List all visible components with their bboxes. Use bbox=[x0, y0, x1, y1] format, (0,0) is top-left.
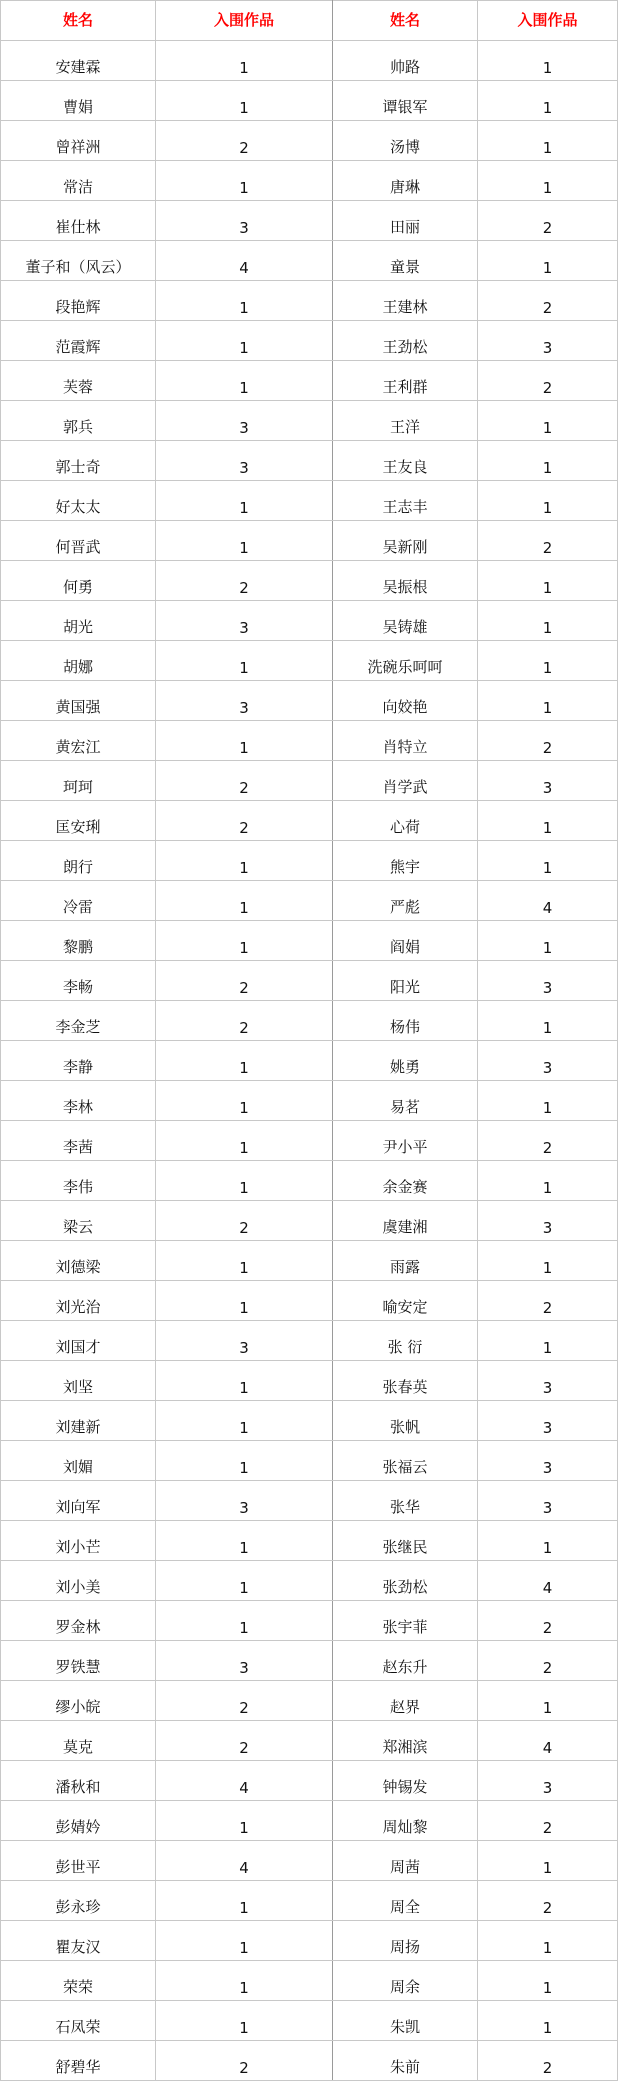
works-left-cell: 3 bbox=[156, 601, 333, 641]
name-right-cell: 钟锡发 bbox=[333, 1761, 478, 1801]
name-right-cell: 朱前 bbox=[333, 2041, 478, 2081]
table-row bbox=[1, 241, 618, 281]
works-right-cell: 3 bbox=[478, 1481, 618, 1521]
header-works-right: 入围作品 bbox=[478, 1, 618, 41]
name-left-cell: 郭士奇 bbox=[1, 441, 156, 481]
table-row bbox=[1, 281, 618, 321]
works-right-cell: 3 bbox=[478, 1041, 618, 1081]
name-right-cell: 王志丰 bbox=[333, 481, 478, 521]
name-left-cell: 刘德梁 bbox=[1, 1241, 156, 1281]
name-right-cell: 肖学武 bbox=[333, 761, 478, 801]
works-left-cell: 2 bbox=[156, 2041, 333, 2081]
works-left-cell: 2 bbox=[156, 801, 333, 841]
name-left-cell: 罗金林 bbox=[1, 1601, 156, 1641]
table-row bbox=[1, 361, 618, 401]
works-left-cell: 2 bbox=[156, 961, 333, 1001]
name-right-cell: 王利群 bbox=[333, 361, 478, 401]
table-row bbox=[1, 1401, 618, 1441]
name-right-cell: 阳光 bbox=[333, 961, 478, 1001]
works-left-cell: 3 bbox=[156, 401, 333, 441]
table-row bbox=[1, 1161, 618, 1201]
name-left-cell: 黎鹏 bbox=[1, 921, 156, 961]
name-left-cell: 瞿友汉 bbox=[1, 1921, 156, 1961]
works-left-cell: 1 bbox=[156, 81, 333, 121]
table-row bbox=[1, 961, 618, 1001]
works-right-cell: 1 bbox=[478, 481, 618, 521]
table-row bbox=[1, 881, 618, 921]
works-right-cell: 1 bbox=[478, 1921, 618, 1961]
works-right-cell: 1 bbox=[478, 641, 618, 681]
table-row bbox=[1, 161, 618, 201]
table-row bbox=[1, 441, 618, 481]
name-right-cell: 易茗 bbox=[333, 1081, 478, 1121]
table-row bbox=[1, 1681, 618, 1721]
name-right-cell: 郑湘滨 bbox=[333, 1721, 478, 1761]
works-right-cell: 3 bbox=[478, 1401, 618, 1441]
works-left-cell: 1 bbox=[156, 1521, 333, 1561]
table-row bbox=[1, 801, 618, 841]
name-left-cell: 黄宏江 bbox=[1, 721, 156, 761]
name-left-cell: 刘光治 bbox=[1, 1281, 156, 1321]
works-left-cell: 3 bbox=[156, 441, 333, 481]
name-left-cell: 胡光 bbox=[1, 601, 156, 641]
works-left-cell: 3 bbox=[156, 681, 333, 721]
table-row bbox=[1, 681, 618, 721]
works-left-cell: 1 bbox=[156, 1601, 333, 1641]
name-left-cell: 匡安琍 bbox=[1, 801, 156, 841]
name-right-cell: 童景 bbox=[333, 241, 478, 281]
table-row bbox=[1, 841, 618, 881]
name-left-cell: 范霞辉 bbox=[1, 321, 156, 361]
works-left-cell: 2 bbox=[156, 761, 333, 801]
works-left-cell: 1 bbox=[156, 1041, 333, 1081]
name-right-cell: 向姣艳 bbox=[333, 681, 478, 721]
table-row bbox=[1, 1841, 618, 1881]
works-right-cell: 1 bbox=[478, 1681, 618, 1721]
name-left-cell: 荣荣 bbox=[1, 1961, 156, 2001]
works-right-cell: 1 bbox=[478, 561, 618, 601]
name-right-cell: 张宇菲 bbox=[333, 1601, 478, 1641]
works-left-cell: 3 bbox=[156, 1481, 333, 1521]
table-row bbox=[1, 561, 618, 601]
table-row bbox=[1, 1201, 618, 1241]
name-right-cell: 雨露 bbox=[333, 1241, 478, 1281]
works-right-cell: 1 bbox=[478, 241, 618, 281]
table-row bbox=[1, 201, 618, 241]
name-left-cell: 李茜 bbox=[1, 1121, 156, 1161]
works-left-cell: 3 bbox=[156, 1641, 333, 1681]
name-right-cell: 谭银军 bbox=[333, 81, 478, 121]
works-left-cell: 1 bbox=[156, 1441, 333, 1481]
works-right-cell: 1 bbox=[478, 681, 618, 721]
name-left-cell: 石凤荣 bbox=[1, 2001, 156, 2041]
works-left-cell: 1 bbox=[156, 281, 333, 321]
works-left-cell: 1 bbox=[156, 1081, 333, 1121]
name-right-cell: 王洋 bbox=[333, 401, 478, 441]
works-right-cell: 1 bbox=[478, 81, 618, 121]
works-left-cell: 1 bbox=[156, 721, 333, 761]
table-row bbox=[1, 1001, 618, 1041]
name-left-cell: 郭兵 bbox=[1, 401, 156, 441]
works-left-cell: 1 bbox=[156, 1401, 333, 1441]
works-left-cell: 2 bbox=[156, 1721, 333, 1761]
name-right-cell: 吴铸雄 bbox=[333, 601, 478, 641]
name-right-cell: 张劲松 bbox=[333, 1561, 478, 1601]
table-row bbox=[1, 1481, 618, 1521]
works-right-cell: 1 bbox=[478, 401, 618, 441]
table-row bbox=[1, 1281, 618, 1321]
name-left-cell: 罗铁慧 bbox=[1, 1641, 156, 1681]
name-left-cell: 刘小芒 bbox=[1, 1521, 156, 1561]
works-right-cell: 2 bbox=[478, 361, 618, 401]
table-row bbox=[1, 641, 618, 681]
table-row bbox=[1, 601, 618, 641]
name-left-cell: 董子和（风云） bbox=[1, 241, 156, 281]
table-row bbox=[1, 521, 618, 561]
table-header bbox=[1, 1, 618, 41]
works-right-cell: 2 bbox=[478, 1641, 618, 1681]
name-right-cell: 周扬 bbox=[333, 1921, 478, 1961]
name-right-cell: 心荷 bbox=[333, 801, 478, 841]
works-right-cell: 3 bbox=[478, 1201, 618, 1241]
table-row bbox=[1, 1361, 618, 1401]
name-left-cell: 芙蓉 bbox=[1, 361, 156, 401]
works-left-cell: 1 bbox=[156, 1161, 333, 1201]
header-row bbox=[1, 1, 618, 41]
works-left-cell: 1 bbox=[156, 2001, 333, 2041]
works-left-cell: 3 bbox=[156, 201, 333, 241]
works-right-cell: 1 bbox=[478, 1081, 618, 1121]
name-right-cell: 周余 bbox=[333, 1961, 478, 2001]
table-row bbox=[1, 1561, 618, 1601]
works-left-cell: 2 bbox=[156, 561, 333, 601]
works-right-cell: 3 bbox=[478, 321, 618, 361]
works-right-cell: 2 bbox=[478, 1121, 618, 1161]
name-left-cell: 段艳辉 bbox=[1, 281, 156, 321]
works-left-cell: 4 bbox=[156, 241, 333, 281]
name-right-cell: 张帆 bbox=[333, 1401, 478, 1441]
works-right-cell: 2 bbox=[478, 1881, 618, 1921]
works-right-cell: 4 bbox=[478, 1561, 618, 1601]
works-left-cell: 1 bbox=[156, 481, 333, 521]
works-right-cell: 1 bbox=[478, 841, 618, 881]
name-right-cell: 虞建湘 bbox=[333, 1201, 478, 1241]
works-left-cell: 1 bbox=[156, 321, 333, 361]
table-row bbox=[1, 481, 618, 521]
table-row bbox=[1, 1241, 618, 1281]
name-left-cell: 冷雷 bbox=[1, 881, 156, 921]
works-right-cell: 1 bbox=[478, 1521, 618, 1561]
name-right-cell: 赵界 bbox=[333, 1681, 478, 1721]
table-body bbox=[1, 41, 618, 2081]
name-left-cell: 曹娟 bbox=[1, 81, 156, 121]
works-left-cell: 2 bbox=[156, 1201, 333, 1241]
table-row bbox=[1, 121, 618, 161]
works-left-cell: 1 bbox=[156, 1561, 333, 1601]
works-right-cell: 2 bbox=[478, 1801, 618, 1841]
table-row bbox=[1, 761, 618, 801]
works-left-cell: 1 bbox=[156, 1801, 333, 1841]
works-left-cell: 1 bbox=[156, 1281, 333, 1321]
name-left-cell: 李静 bbox=[1, 1041, 156, 1081]
name-left-cell: 莫克 bbox=[1, 1721, 156, 1761]
works-right-cell: 3 bbox=[478, 761, 618, 801]
name-left-cell: 安建霖 bbox=[1, 41, 156, 81]
name-left-cell: 潘秋和 bbox=[1, 1761, 156, 1801]
name-left-cell: 珂珂 bbox=[1, 761, 156, 801]
works-right-cell: 4 bbox=[478, 1721, 618, 1761]
name-left-cell: 常洁 bbox=[1, 161, 156, 201]
works-left-cell: 1 bbox=[156, 881, 333, 921]
name-right-cell: 张春英 bbox=[333, 1361, 478, 1401]
name-left-cell: 刘小美 bbox=[1, 1561, 156, 1601]
name-right-cell: 朱凯 bbox=[333, 2001, 478, 2041]
name-left-cell: 黄国强 bbox=[1, 681, 156, 721]
works-right-cell: 1 bbox=[478, 121, 618, 161]
works-right-cell: 2 bbox=[478, 281, 618, 321]
name-left-cell: 何勇 bbox=[1, 561, 156, 601]
name-right-cell: 严彪 bbox=[333, 881, 478, 921]
table-row bbox=[1, 1641, 618, 1681]
works-right-cell: 3 bbox=[478, 1361, 618, 1401]
works-right-cell: 2 bbox=[478, 1601, 618, 1641]
works-right-cell: 1 bbox=[478, 41, 618, 81]
works-left-cell: 1 bbox=[156, 841, 333, 881]
name-left-cell: 刘向军 bbox=[1, 1481, 156, 1521]
header-name-left: 姓名 bbox=[1, 1, 156, 41]
name-right-cell: 赵东升 bbox=[333, 1641, 478, 1681]
name-right-cell: 肖特立 bbox=[333, 721, 478, 761]
works-right-cell: 1 bbox=[478, 801, 618, 841]
name-left-cell: 刘坚 bbox=[1, 1361, 156, 1401]
name-right-cell: 吴新刚 bbox=[333, 521, 478, 561]
name-left-cell: 李林 bbox=[1, 1081, 156, 1121]
works-right-cell: 1 bbox=[478, 1321, 618, 1361]
table-row bbox=[1, 1321, 618, 1361]
works-left-cell: 1 bbox=[156, 1241, 333, 1281]
name-right-cell: 张 衍 bbox=[333, 1321, 478, 1361]
works-right-cell: 3 bbox=[478, 961, 618, 1001]
name-right-cell: 汤博 bbox=[333, 121, 478, 161]
table-row bbox=[1, 2001, 618, 2041]
works-right-cell: 3 bbox=[478, 1441, 618, 1481]
name-right-cell: 周全 bbox=[333, 1881, 478, 1921]
table-row bbox=[1, 41, 618, 81]
name-right-cell: 张福云 bbox=[333, 1441, 478, 1481]
table-row bbox=[1, 1881, 618, 1921]
table-row bbox=[1, 1601, 618, 1641]
name-left-cell: 舒碧华 bbox=[1, 2041, 156, 2081]
works-right-cell: 4 bbox=[478, 881, 618, 921]
name-right-cell: 杨伟 bbox=[333, 1001, 478, 1041]
name-right-cell: 尹小平 bbox=[333, 1121, 478, 1161]
works-left-cell: 1 bbox=[156, 921, 333, 961]
table-row bbox=[1, 1721, 618, 1761]
works-right-cell: 1 bbox=[478, 1241, 618, 1281]
works-left-cell: 1 bbox=[156, 161, 333, 201]
works-right-cell: 1 bbox=[478, 1841, 618, 1881]
works-left-cell: 1 bbox=[156, 1881, 333, 1921]
name-left-cell: 李畅 bbox=[1, 961, 156, 1001]
table-row bbox=[1, 321, 618, 361]
name-right-cell: 王友良 bbox=[333, 441, 478, 481]
table-row bbox=[1, 81, 618, 121]
name-left-cell: 梁云 bbox=[1, 1201, 156, 1241]
works-left-cell: 2 bbox=[156, 1681, 333, 1721]
name-left-cell: 好太太 bbox=[1, 481, 156, 521]
works-left-cell: 1 bbox=[156, 361, 333, 401]
table-row bbox=[1, 1961, 618, 2001]
name-right-cell: 熊宇 bbox=[333, 841, 478, 881]
works-left-cell: 2 bbox=[156, 1001, 333, 1041]
name-right-cell: 喻安定 bbox=[333, 1281, 478, 1321]
name-right-cell: 田丽 bbox=[333, 201, 478, 241]
name-right-cell: 洗碗乐呵呵 bbox=[333, 641, 478, 681]
works-left-cell: 1 bbox=[156, 1361, 333, 1401]
name-right-cell: 帅路 bbox=[333, 41, 478, 81]
name-left-cell: 刘媚 bbox=[1, 1441, 156, 1481]
works-left-cell: 1 bbox=[156, 641, 333, 681]
works-left-cell: 2 bbox=[156, 121, 333, 161]
table-row bbox=[1, 1121, 618, 1161]
name-left-cell: 彭婧妗 bbox=[1, 1801, 156, 1841]
works-right-cell: 1 bbox=[478, 1001, 618, 1041]
works-right-cell: 2 bbox=[478, 1281, 618, 1321]
name-left-cell: 朗行 bbox=[1, 841, 156, 881]
works-left-cell: 1 bbox=[156, 1921, 333, 1961]
works-right-cell: 1 bbox=[478, 601, 618, 641]
table-row bbox=[1, 2041, 618, 2081]
works-left-cell: 1 bbox=[156, 1121, 333, 1161]
name-left-cell: 李金芝 bbox=[1, 1001, 156, 1041]
table-row bbox=[1, 401, 618, 441]
name-right-cell: 张华 bbox=[333, 1481, 478, 1521]
works-right-cell: 1 bbox=[478, 2001, 618, 2041]
works-right-cell: 2 bbox=[478, 201, 618, 241]
table-row bbox=[1, 1761, 618, 1801]
works-right-cell: 1 bbox=[478, 921, 618, 961]
table-row bbox=[1, 1041, 618, 1081]
works-right-cell: 3 bbox=[478, 1761, 618, 1801]
works-left-cell: 1 bbox=[156, 1961, 333, 2001]
works-right-cell: 1 bbox=[478, 1961, 618, 2001]
table-row bbox=[1, 721, 618, 761]
name-right-cell: 姚勇 bbox=[333, 1041, 478, 1081]
works-right-cell: 2 bbox=[478, 521, 618, 561]
table-row bbox=[1, 1801, 618, 1841]
name-right-cell: 唐琳 bbox=[333, 161, 478, 201]
name-left-cell: 缪小皖 bbox=[1, 1681, 156, 1721]
works-right-cell: 1 bbox=[478, 441, 618, 481]
table-row bbox=[1, 921, 618, 961]
table-row bbox=[1, 1441, 618, 1481]
table-row bbox=[1, 1081, 618, 1121]
name-right-cell: 张继民 bbox=[333, 1521, 478, 1561]
works-left-cell: 4 bbox=[156, 1841, 333, 1881]
name-right-cell: 周灿黎 bbox=[333, 1801, 478, 1841]
header-works-left: 入围作品 bbox=[156, 1, 333, 41]
name-right-cell: 吴振根 bbox=[333, 561, 478, 601]
name-left-cell: 何晋武 bbox=[1, 521, 156, 561]
works-right-cell: 2 bbox=[478, 2041, 618, 2081]
name-left-cell: 刘建新 bbox=[1, 1401, 156, 1441]
works-left-cell: 4 bbox=[156, 1761, 333, 1801]
name-left-cell: 刘国才 bbox=[1, 1321, 156, 1361]
works-left-cell: 1 bbox=[156, 521, 333, 561]
name-left-cell: 彭世平 bbox=[1, 1841, 156, 1881]
name-right-cell: 王劲松 bbox=[333, 321, 478, 361]
name-right-cell: 阎娟 bbox=[333, 921, 478, 961]
works-left-cell: 3 bbox=[156, 1321, 333, 1361]
table-row bbox=[1, 1521, 618, 1561]
works-right-cell: 2 bbox=[478, 721, 618, 761]
name-left-cell: 曾祥洲 bbox=[1, 121, 156, 161]
name-right-cell: 余金赛 bbox=[333, 1161, 478, 1201]
name-left-cell: 彭永珍 bbox=[1, 1881, 156, 1921]
works-right-cell: 1 bbox=[478, 161, 618, 201]
header-name-right: 姓名 bbox=[333, 1, 478, 41]
works-right-cell: 1 bbox=[478, 1161, 618, 1201]
name-right-cell: 王建林 bbox=[333, 281, 478, 321]
name-left-cell: 李伟 bbox=[1, 1161, 156, 1201]
name-left-cell: 崔仕林 bbox=[1, 201, 156, 241]
works-left-cell: 1 bbox=[156, 41, 333, 81]
name-right-cell: 周茜 bbox=[333, 1841, 478, 1881]
table-row bbox=[1, 1921, 618, 1961]
name-left-cell: 胡娜 bbox=[1, 641, 156, 681]
